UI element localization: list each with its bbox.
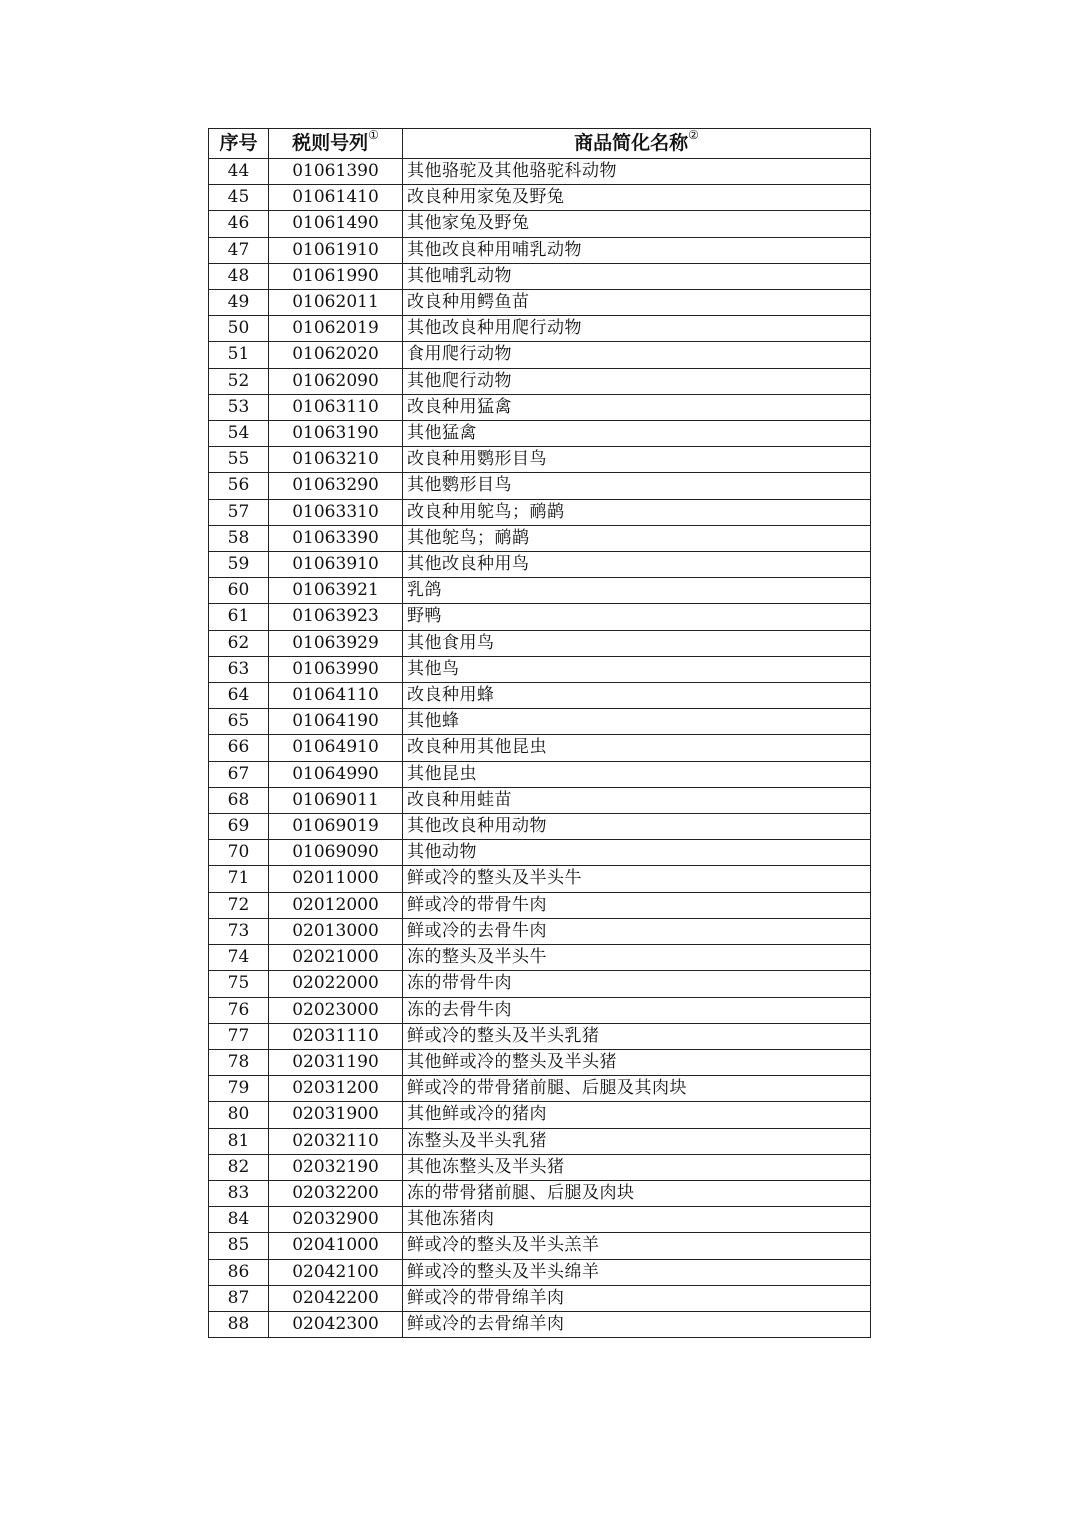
seq-cell: 77 <box>209 1023 269 1049</box>
seq-cell: 84 <box>209 1207 269 1233</box>
seq-cell: 78 <box>209 1049 269 1075</box>
table-row <box>209 840 871 866</box>
name-cell: 冻整头及半头乳猪 <box>403 1128 871 1154</box>
seq-cell: 76 <box>209 997 269 1023</box>
seq-cell: 58 <box>209 525 269 551</box>
name-cell: 改良种用其他昆虫 <box>403 735 871 761</box>
name-cell: 鲜或冷的整头及半头绵羊 <box>403 1259 871 1285</box>
table-row <box>209 945 871 971</box>
seq-cell: 73 <box>209 918 269 944</box>
code-cell: 01062011 <box>269 290 403 316</box>
name-cell: 改良种用猛禽 <box>403 394 871 420</box>
seq-cell: 46 <box>209 211 269 237</box>
name-cell: 食用爬行动物 <box>403 342 871 368</box>
name-cell: 冻的整头及半头牛 <box>403 945 871 971</box>
name-cell: 改良种用蜂 <box>403 683 871 709</box>
name-cell: 其他动物 <box>403 840 871 866</box>
code-cell: 01064110 <box>269 683 403 709</box>
name-cell: 改良种用蛙苗 <box>403 787 871 813</box>
tariff-table <box>208 128 871 1338</box>
name-cell: 其他改良种用哺乳动物 <box>403 237 871 263</box>
code-cell: 01063921 <box>269 578 403 604</box>
tariff-table-container <box>208 128 870 1338</box>
seq-cell: 80 <box>209 1102 269 1128</box>
table-row <box>209 1259 871 1285</box>
table-row <box>209 1102 871 1128</box>
name-cell: 鲜或冷的整头及半头牛 <box>403 866 871 892</box>
code-cell: 01063990 <box>269 656 403 682</box>
table-row <box>209 1049 871 1075</box>
name-cell: 改良种用鳄鱼苗 <box>403 290 871 316</box>
table-row <box>209 787 871 813</box>
code-cell: 02031110 <box>269 1023 403 1049</box>
table-row <box>209 499 871 525</box>
code-cell: 02012000 <box>269 892 403 918</box>
table-row <box>209 368 871 394</box>
name-cell: 鲜或冷的去骨绵羊肉 <box>403 1311 871 1337</box>
code-cell: 01063910 <box>269 552 403 578</box>
code-cell: 01069019 <box>269 814 403 840</box>
code-cell: 02032900 <box>269 1207 403 1233</box>
seq-cell: 68 <box>209 787 269 813</box>
table-row <box>209 263 871 289</box>
name-cell: 其他猛禽 <box>403 421 871 447</box>
table-row <box>209 814 871 840</box>
name-cell: 鲜或冷的整头及半头羔羊 <box>403 1233 871 1259</box>
table-row <box>209 1233 871 1259</box>
seq-cell: 63 <box>209 656 269 682</box>
table-row <box>209 316 871 342</box>
table-row <box>209 185 871 211</box>
table-row <box>209 552 871 578</box>
code-cell: 01064990 <box>269 761 403 787</box>
code-cell: 02042100 <box>269 1259 403 1285</box>
name-cell: 冻的去骨牛肉 <box>403 997 871 1023</box>
code-cell: 01061910 <box>269 237 403 263</box>
table-row <box>209 997 871 1023</box>
name-cell: 鲜或冷的去骨牛肉 <box>403 918 871 944</box>
seq-cell: 61 <box>209 604 269 630</box>
seq-cell: 47 <box>209 237 269 263</box>
name-cell: 其他爬行动物 <box>403 368 871 394</box>
header-row <box>209 129 871 159</box>
footnote-mark-2: ② <box>688 128 699 142</box>
seq-cell: 57 <box>209 499 269 525</box>
seq-cell: 75 <box>209 971 269 997</box>
table-row <box>209 1076 871 1102</box>
name-cell: 其他鹦形目鸟 <box>403 473 871 499</box>
code-cell: 01063110 <box>269 394 403 420</box>
code-cell: 02031200 <box>269 1076 403 1102</box>
code-cell: 02042300 <box>269 1311 403 1337</box>
name-cell: 其他蜂 <box>403 709 871 735</box>
table-row <box>209 1154 871 1180</box>
seq-cell: 45 <box>209 185 269 211</box>
seq-cell: 44 <box>209 159 269 185</box>
name-cell: 野鸭 <box>403 604 871 630</box>
seq-cell: 48 <box>209 263 269 289</box>
code-cell: 02032190 <box>269 1154 403 1180</box>
table-row <box>209 866 871 892</box>
name-cell: 其他冻猪肉 <box>403 1207 871 1233</box>
code-cell: 02013000 <box>269 918 403 944</box>
code-cell: 02032200 <box>269 1180 403 1206</box>
code-cell: 01069090 <box>269 840 403 866</box>
name-cell: 其他鸵鸟；鸸鹋 <box>403 525 871 551</box>
seq-cell: 65 <box>209 709 269 735</box>
seq-cell: 86 <box>209 1259 269 1285</box>
code-cell: 01061990 <box>269 263 403 289</box>
seq-cell: 88 <box>209 1311 269 1337</box>
table-row <box>209 1285 871 1311</box>
name-cell: 其他骆驼及其他骆驼科动物 <box>403 159 871 185</box>
seq-cell: 71 <box>209 866 269 892</box>
table-row <box>209 683 871 709</box>
table-row <box>209 525 871 551</box>
table-row <box>209 421 871 447</box>
seq-cell: 66 <box>209 735 269 761</box>
seq-cell: 82 <box>209 1154 269 1180</box>
name-cell: 其他鲜或冷的猪肉 <box>403 1102 871 1128</box>
table-row <box>209 394 871 420</box>
table-row <box>209 709 871 735</box>
seq-cell: 51 <box>209 342 269 368</box>
code-cell: 01063390 <box>269 525 403 551</box>
code-cell: 02042200 <box>269 1285 403 1311</box>
table-row <box>209 1128 871 1154</box>
table-row <box>209 159 871 185</box>
header-name: 商品简化名称② <box>403 129 871 159</box>
seq-cell: 53 <box>209 394 269 420</box>
seq-cell: 56 <box>209 473 269 499</box>
name-cell: 其他鲜或冷的整头及半头猪 <box>403 1049 871 1075</box>
seq-cell: 67 <box>209 761 269 787</box>
code-cell: 01062090 <box>269 368 403 394</box>
table-row <box>209 473 871 499</box>
code-cell: 01062020 <box>269 342 403 368</box>
seq-cell: 70 <box>209 840 269 866</box>
name-cell: 改良种用家兔及野兔 <box>403 185 871 211</box>
name-cell: 鲜或冷的带骨牛肉 <box>403 892 871 918</box>
code-cell: 02011000 <box>269 866 403 892</box>
code-cell: 02022000 <box>269 971 403 997</box>
table-body <box>209 159 871 1338</box>
code-cell: 01063290 <box>269 473 403 499</box>
seq-cell: 50 <box>209 316 269 342</box>
code-cell: 02021000 <box>269 945 403 971</box>
seq-cell: 87 <box>209 1285 269 1311</box>
table-row <box>209 971 871 997</box>
code-cell: 01061410 <box>269 185 403 211</box>
seq-cell: 59 <box>209 552 269 578</box>
seq-cell: 52 <box>209 368 269 394</box>
name-cell: 鲜或冷的带骨猪前腿、后腿及其肉块 <box>403 1076 871 1102</box>
table-row <box>209 1207 871 1233</box>
code-cell: 01061390 <box>269 159 403 185</box>
name-cell: 冻的带骨猪前腿、后腿及肉块 <box>403 1180 871 1206</box>
table-row <box>209 656 871 682</box>
name-cell: 其他昆虫 <box>403 761 871 787</box>
name-cell: 其他鸟 <box>403 656 871 682</box>
table-header <box>209 129 871 159</box>
seq-cell: 72 <box>209 892 269 918</box>
table-row <box>209 761 871 787</box>
code-cell: 01063310 <box>269 499 403 525</box>
seq-cell: 79 <box>209 1076 269 1102</box>
name-cell: 其他改良种用爬行动物 <box>403 316 871 342</box>
name-cell: 其他改良种用鸟 <box>403 552 871 578</box>
table-row <box>209 630 871 656</box>
table-row <box>209 211 871 237</box>
table-row <box>209 237 871 263</box>
seq-cell: 55 <box>209 447 269 473</box>
name-cell: 冻的带骨牛肉 <box>403 971 871 997</box>
seq-cell: 83 <box>209 1180 269 1206</box>
seq-cell: 64 <box>209 683 269 709</box>
code-cell: 01064910 <box>269 735 403 761</box>
code-cell: 02041000 <box>269 1233 403 1259</box>
code-cell: 01063210 <box>269 447 403 473</box>
code-cell: 01062019 <box>269 316 403 342</box>
code-cell: 01064190 <box>269 709 403 735</box>
code-cell: 01063929 <box>269 630 403 656</box>
name-cell: 其他家兔及野兔 <box>403 211 871 237</box>
seq-cell: 62 <box>209 630 269 656</box>
table-row <box>209 918 871 944</box>
seq-cell: 60 <box>209 578 269 604</box>
table-row <box>209 1180 871 1206</box>
table-row <box>209 342 871 368</box>
seq-cell: 49 <box>209 290 269 316</box>
seq-cell: 54 <box>209 421 269 447</box>
table-row <box>209 290 871 316</box>
seq-cell: 85 <box>209 1233 269 1259</box>
code-cell: 02023000 <box>269 997 403 1023</box>
code-cell: 02032110 <box>269 1128 403 1154</box>
header-code: 税则号列① <box>269 129 403 159</box>
table-row <box>209 447 871 473</box>
seq-cell: 81 <box>209 1128 269 1154</box>
name-cell: 鲜或冷的整头及半头乳猪 <box>403 1023 871 1049</box>
table-row <box>209 1311 871 1337</box>
header-seq: 序号 <box>209 129 269 159</box>
table-row <box>209 735 871 761</box>
table-row <box>209 604 871 630</box>
name-cell: 其他冻整头及半头猪 <box>403 1154 871 1180</box>
name-cell: 其他改良种用动物 <box>403 814 871 840</box>
name-cell: 鲜或冷的带骨绵羊肉 <box>403 1285 871 1311</box>
name-cell: 改良种用鸵鸟；鸸鹋 <box>403 499 871 525</box>
code-cell: 01063923 <box>269 604 403 630</box>
code-cell: 01069011 <box>269 787 403 813</box>
footnote-mark-1: ① <box>368 128 379 142</box>
table-row <box>209 1023 871 1049</box>
code-cell: 01063190 <box>269 421 403 447</box>
name-cell: 乳鸽 <box>403 578 871 604</box>
table-row <box>209 578 871 604</box>
code-cell: 01061490 <box>269 211 403 237</box>
name-cell: 改良种用鹦形目鸟 <box>403 447 871 473</box>
seq-cell: 69 <box>209 814 269 840</box>
code-cell: 02031190 <box>269 1049 403 1075</box>
seq-cell: 74 <box>209 945 269 971</box>
name-cell: 其他食用鸟 <box>403 630 871 656</box>
code-cell: 02031900 <box>269 1102 403 1128</box>
name-cell: 其他哺乳动物 <box>403 263 871 289</box>
table-row <box>209 892 871 918</box>
